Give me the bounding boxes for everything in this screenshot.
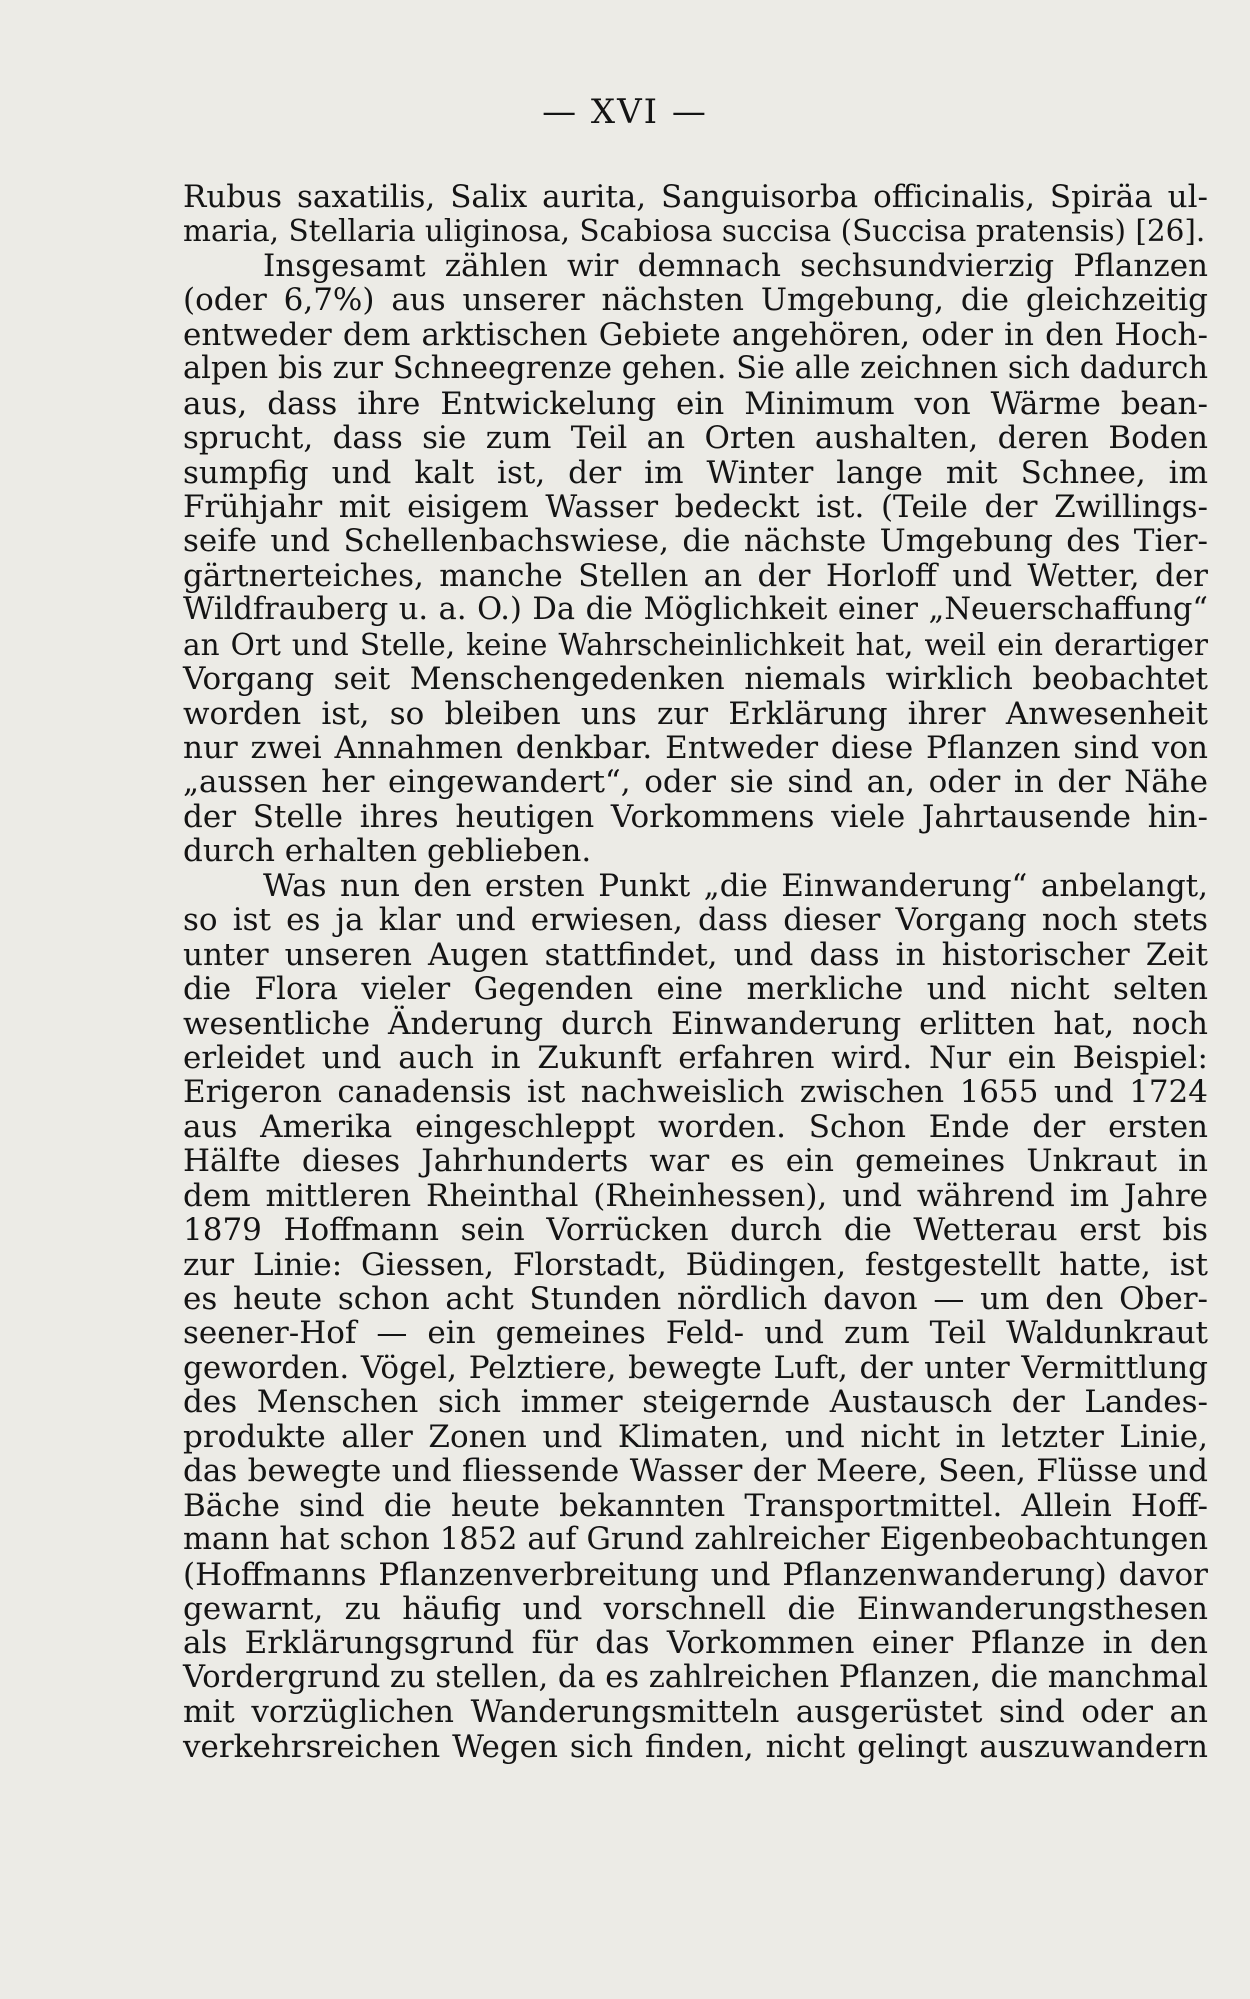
text-line: Erigeron canadensis ist nachweislich zwischen 1655 und 1724 <box>183 1074 1208 1111</box>
text-line: unter unseren Augen stattfindet, und dass in historischer Zeit <box>183 936 1208 973</box>
text-line: Vordergrund zu stellen, da es zahlreichen Pflanzen, die manchmal <box>183 1659 1209 1695</box>
text-line: maria, Stellaria uliginosa, Scabiosa succisa (Succisa pratensis) [26]. <box>183 214 1206 249</box>
text-line: geworden. Vögel, Pelztiere, bewegte Luft, der unter Vermittlung <box>183 1349 1208 1386</box>
text-line: Frühjahr mit eisigem Wasser bedeckt ist. (Teile der Zwillings- <box>183 488 1208 525</box>
page-number-header: — XVI — <box>542 92 708 132</box>
text-line: seener-Hof — ein gemeines Feld- und zum Teil Waldunkraut <box>183 1315 1208 1352</box>
text-line: an Ort und Stelle, keine Wahrscheinlichkeit hat, weil ein derartiger <box>183 627 1208 662</box>
text-line: der Stelle ihres heutigen Vorkommens viele Jahrtausende hin- <box>183 798 1208 835</box>
text-line: so ist es ja klar und erwiesen, dass dieser Vorgang noch stets <box>183 902 1208 939</box>
text-line: verkehrsreichen Wegen sich finden, nicht gelingt auszuwandern <box>183 1728 1208 1765</box>
text-line: zur Linie: Giessen, Florstadt, Büdingen, festgestellt hatte, ist <box>183 1246 1208 1283</box>
text-line: es heute schon acht Stunden nördlich davon — um den Ober- <box>183 1281 1208 1317</box>
text-line: mit vorzüglichen Wanderungsmitteln ausgerüstet sind oder an <box>183 1694 1208 1731</box>
text-line: (oder 6,7%) aus unserer nächsten Umgebung, die gleichzeitig <box>183 282 1208 319</box>
text-line: die Flora vieler Gegenden eine merkliche und nicht selten <box>183 971 1208 1008</box>
text-line: Vorgang seit Menschengedenken niemals wirklich beobachtet <box>183 661 1208 698</box>
text-line: aus Amerika eingeschleppt worden. Schon Ende der ersten <box>183 1108 1208 1145</box>
text-line: wesentliche Änderung durch Einwanderung erlitten hat, noch <box>183 1005 1208 1042</box>
text-line: alpen bis zur Schneegrenze gehen. Sie alle zeichnen sich dadurch <box>183 351 1208 387</box>
body-text <box>183 180 1208 1764</box>
text-line: erleidet und auch in Zukunft erfahren wird. Nur ein Beispiel: <box>183 1039 1208 1076</box>
text-line: sumpfig und kalt ist, der im Winter lange mit Schnee, im <box>183 454 1208 491</box>
text-line: das bewegte und fliessende Wasser der Meere, Seen, Flüsse und <box>183 1453 1208 1490</box>
text-line: nur zwei Annahmen denkbar. Entweder diese Pflanzen sind von <box>183 730 1208 766</box>
text-line: gärtnerteiches, manche Stellen an der Horloff und Wetter, der <box>183 557 1208 594</box>
text-line: aus, dass ihre Entwickelung ein Minimum von Wärme bean- <box>183 385 1208 422</box>
text-line: Rubus saxatilis, Salix aurita, Sanguisorba officinalis, Spiräa ul- <box>183 179 1208 215</box>
text-line: durch erhalten geblieben. <box>183 833 592 870</box>
text-line: entweder dem arktischen Gebiete angehören, oder in den Hoch- <box>183 316 1208 353</box>
text-line: „aussen her eingewandert“, oder sie sind an, oder in der Nähe <box>183 764 1208 801</box>
text-line: sprucht, dass sie zum Teil an Orten aushalten, deren Boden <box>183 420 1208 457</box>
text-line: 1879 Hoffmann sein Vorrücken durch die Wetterau erst bis <box>183 1212 1208 1249</box>
text-line: produkte aller Zonen und Klimaten, und nicht in letzter Linie, <box>183 1418 1208 1455</box>
text-line: mann hat schon 1852 auf Grund zahlreicher Eigenbeobachtungen <box>183 1522 1208 1558</box>
text-line: Wildfrauberg u. a. O.) Da die Möglichkeit einer „Neuerschaffung“ <box>183 592 1208 628</box>
text-line: Bäche sind die heute bekannten Transportmittel. Allein Hoff- <box>183 1487 1208 1524</box>
text-line: dem mittleren Rheinthal (Rheinhessen), und während im Jahre <box>183 1177 1208 1214</box>
text-line: als Erklärungsgrund für das Vorkommen einer Pflanze in den <box>183 1625 1208 1662</box>
text-line: Insgesamt zählen wir demnach sechsundvierzig Pflanzen <box>263 247 1208 284</box>
text-line: gewarnt, zu häufig und vorschnell die Einwanderungsthesen <box>183 1590 1208 1627</box>
text-line: worden ist, so bleiben uns zur Erklärung ihrer Anwesenheit <box>183 695 1208 732</box>
text-line: des Menschen sich immer steigernde Austausch der Landes- <box>183 1384 1208 1421</box>
text-line: Was nun den ersten Punkt „die Einwanderung“ anbelangt, <box>263 867 1208 904</box>
text-line: seife und Schellenbachswiese, die nächste Umgebung des Tier- <box>183 523 1208 560</box>
text-line: Hälfte dieses Jahrhunderts war es ein gemeines Unkraut in <box>183 1143 1208 1180</box>
text-line: (Hoffmanns Pflanzenverbreitung und Pflanzenwanderung) davor <box>183 1556 1208 1593</box>
